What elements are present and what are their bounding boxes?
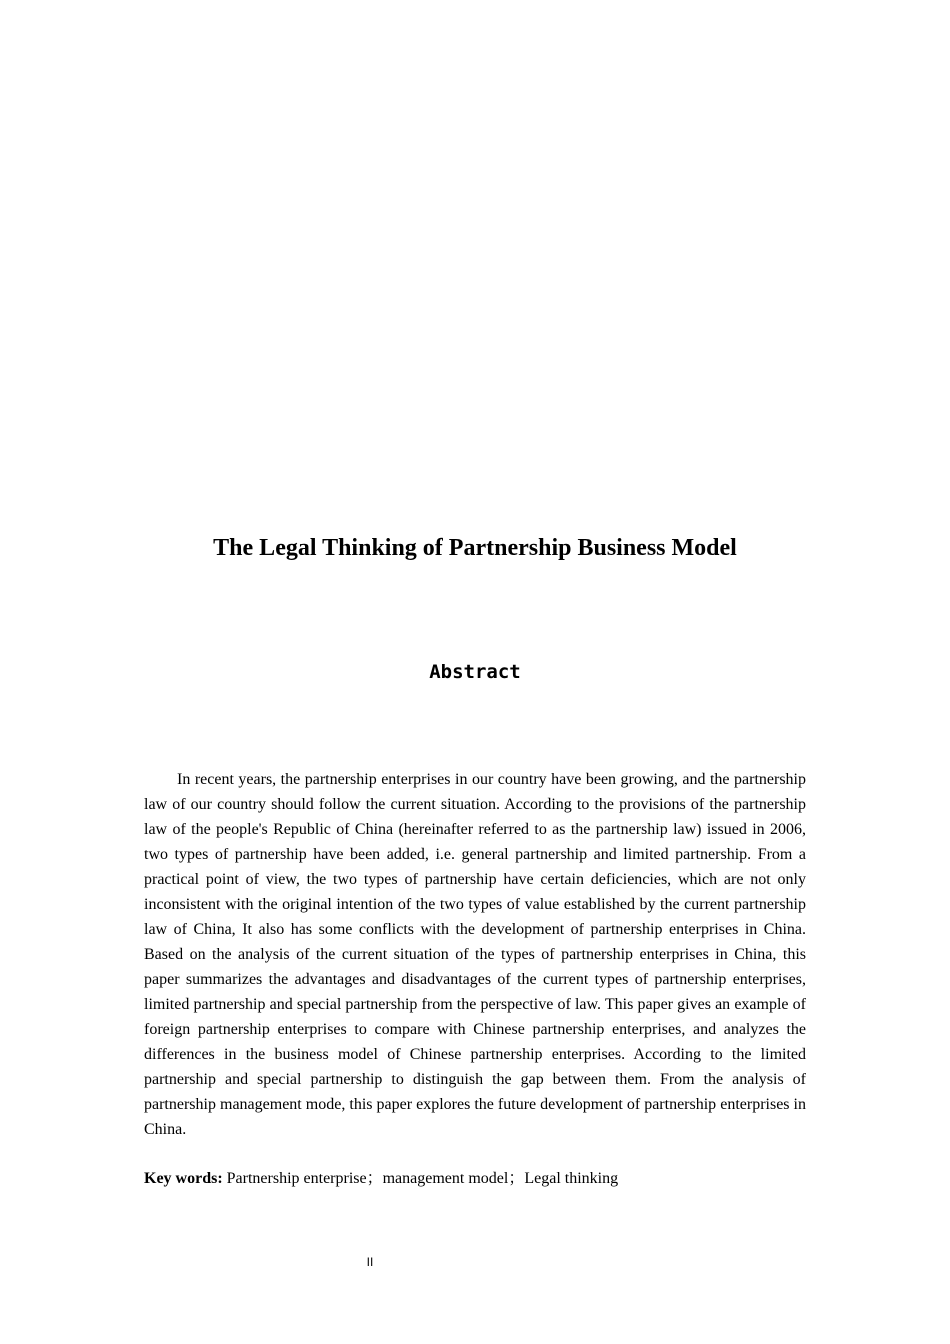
page-number: II [366,1255,374,1269]
keywords-line [144,1166,806,1191]
abstract-heading: Abstract [429,661,521,683]
abstract-body: In recent years, the partnership enterprises in our country have been growing, and the partnership law of our country should follow the current situation. According to the provisions of the partnership law of the people's Republic of China (hereinafter referred to as the partnership law) issued in 2006, two types of partnership have been added, i.e. general partnership and limited partnership. From a practical point of view, the two types of partnership have certain deficiencies, which are not only inconsistent with the original intention of the two types of value established by the current partnership law of China, It also has some conflicts with the development of partnership enterprises in China. Based on the analysis of the current situation of the types of partnership enterprises in China, this paper summarizes the advantages and disadvantages of the current types of partnership enterprises, limited partnership and special partnership from the perspective of law. This paper gives an example of foreign partnership enterprises to compare with Chinese partnership enterprises, and analyzes the differences in the business model of Chinese partnership enterprises. According to the limited partnership and special partnership to distinguish the gap between them. From the analysis of partnership management mode, this paper explores the future development of partnership enterprises in China. [144,771,806,1138]
paper-title: The Legal Thinking of Partnership Business Model [213,535,737,561]
keywords-text: Partnership enterprise；management model；Legal thinking [222,1170,619,1187]
keywords-label: Key words: [144,1170,223,1187]
